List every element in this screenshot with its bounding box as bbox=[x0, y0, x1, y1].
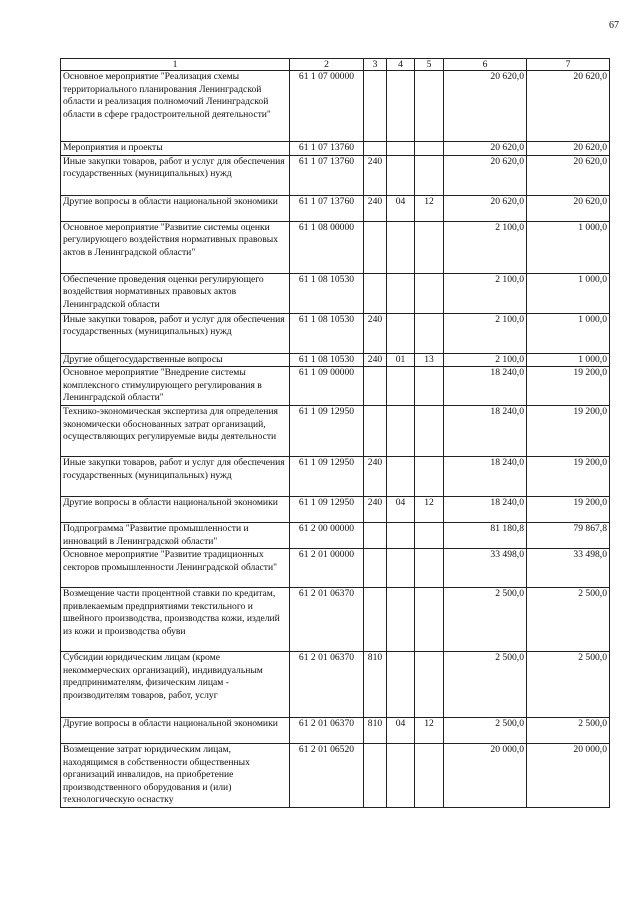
table-row bbox=[61, 313, 610, 353]
row-amount-1: 18 240,0 bbox=[444, 497, 527, 523]
row-section: 04 bbox=[387, 718, 415, 744]
table-row bbox=[61, 497, 610, 523]
row-amount-1: 33 498,0 bbox=[444, 549, 527, 588]
row-section bbox=[387, 313, 415, 353]
row-amount-2: 19 200,0 bbox=[527, 497, 610, 523]
row-name: Другие вопросы в области национальной экономики bbox=[61, 718, 290, 744]
row-amount-1: 2 500,0 bbox=[444, 588, 527, 652]
page-number: 67 bbox=[609, 20, 619, 31]
table-row bbox=[61, 273, 610, 313]
table-header-row bbox=[61, 59, 610, 71]
row-target-code: 61 1 07 00000 bbox=[290, 71, 364, 142]
row-subsection: 12 bbox=[415, 195, 444, 221]
row-expense-type: 240 bbox=[364, 353, 387, 367]
row-expense-type: 240 bbox=[364, 497, 387, 523]
row-amount-2: 20 620,0 bbox=[527, 71, 610, 142]
row-expense-type bbox=[364, 142, 387, 156]
row-subsection bbox=[415, 155, 444, 195]
row-target-code: 61 1 07 13760 bbox=[290, 195, 364, 221]
row-amount-2: 2 500,0 bbox=[527, 718, 610, 744]
table-row bbox=[61, 457, 610, 497]
row-amount-2: 20 620,0 bbox=[527, 195, 610, 221]
row-name: Другие общегосударственные вопросы bbox=[61, 353, 290, 367]
table-row bbox=[61, 155, 610, 195]
row-target-code: 61 1 07 13760 bbox=[290, 142, 364, 156]
row-name: Технико-экономическая экспертиза для определения экономически обоснованных затрат организаций, осуществляющих регулируемые виды деятельности bbox=[61, 406, 290, 457]
row-target-code: 61 1 08 10530 bbox=[290, 353, 364, 367]
row-amount-1: 20 620,0 bbox=[444, 71, 527, 142]
row-section bbox=[387, 549, 415, 588]
row-subsection bbox=[415, 313, 444, 353]
row-target-code: 61 1 09 12950 bbox=[290, 497, 364, 523]
row-name: Иные закупки товаров, работ и услуг для обеспечения государственных (муниципальных) нужд bbox=[61, 313, 290, 353]
row-subsection bbox=[415, 652, 444, 718]
row-section bbox=[387, 406, 415, 457]
row-expense-type: 240 bbox=[364, 155, 387, 195]
row-amount-2: 1 000,0 bbox=[527, 353, 610, 367]
header-col-2: 2 bbox=[290, 59, 364, 71]
header-col-6: 6 bbox=[444, 59, 527, 71]
row-name: Обеспечение проведения оценки регулирующего воздействия нормативных правовых актов Ленинградской области bbox=[61, 273, 290, 313]
table-row bbox=[61, 549, 610, 588]
row-amount-1: 2 100,0 bbox=[444, 313, 527, 353]
row-amount-1: 2 500,0 bbox=[444, 652, 527, 718]
row-amount-1: 20 620,0 bbox=[444, 155, 527, 195]
row-target-code: 61 1 08 10530 bbox=[290, 313, 364, 353]
row-name: Мероприятия и проекты bbox=[61, 142, 290, 156]
row-subsection bbox=[415, 549, 444, 588]
row-target-code: 61 1 07 13760 bbox=[290, 155, 364, 195]
row-expense-type bbox=[364, 549, 387, 588]
row-target-code: 61 2 00 00000 bbox=[290, 523, 364, 549]
row-expense-type: 240 bbox=[364, 195, 387, 221]
table-row bbox=[61, 367, 610, 406]
row-section bbox=[387, 588, 415, 652]
row-subsection bbox=[415, 273, 444, 313]
table-row bbox=[61, 353, 610, 367]
row-name: Другие вопросы в области национальной экономики bbox=[61, 195, 290, 221]
row-amount-2: 1 000,0 bbox=[527, 273, 610, 313]
row-expense-type bbox=[364, 71, 387, 142]
row-section bbox=[387, 71, 415, 142]
row-subsection bbox=[415, 71, 444, 142]
row-target-code: 61 1 09 00000 bbox=[290, 367, 364, 406]
header-col-5: 5 bbox=[415, 59, 444, 71]
row-amount-1: 2 100,0 bbox=[444, 353, 527, 367]
row-section bbox=[387, 273, 415, 313]
row-section bbox=[387, 652, 415, 718]
row-expense-type: 240 bbox=[364, 457, 387, 497]
row-name: Иные закупки товаров, работ и услуг для обеспечения государственных (муниципальных) нужд bbox=[61, 155, 290, 195]
row-name: Основное мероприятие "Внедрение системы комплексного стимулирующего регулирования в Ленинградской области" bbox=[61, 367, 290, 406]
row-subsection bbox=[415, 406, 444, 457]
row-target-code: 61 2 01 06520 bbox=[290, 744, 364, 808]
row-target-code: 61 2 01 06370 bbox=[290, 588, 364, 652]
row-amount-2: 2 500,0 bbox=[527, 588, 610, 652]
row-name: Другие вопросы в области национальной экономики bbox=[61, 497, 290, 523]
header-col-1: 1 bbox=[61, 59, 290, 71]
row-section: 04 bbox=[387, 195, 415, 221]
row-amount-2: 2 500,0 bbox=[527, 652, 610, 718]
row-amount-1: 20 620,0 bbox=[444, 195, 527, 221]
row-amount-1: 2 500,0 bbox=[444, 718, 527, 744]
row-amount-2: 20 620,0 bbox=[527, 142, 610, 156]
row-subsection: 12 bbox=[415, 718, 444, 744]
row-expense-type: 810 bbox=[364, 718, 387, 744]
row-expense-type bbox=[364, 588, 387, 652]
row-amount-1: 20 000,0 bbox=[444, 744, 527, 808]
row-section bbox=[387, 744, 415, 808]
table-row bbox=[61, 744, 610, 808]
row-amount-2: 19 200,0 bbox=[527, 457, 610, 497]
row-expense-type bbox=[364, 744, 387, 808]
table-row bbox=[61, 652, 610, 718]
row-amount-1: 18 240,0 bbox=[444, 367, 527, 406]
row-subsection: 13 bbox=[415, 353, 444, 367]
row-subsection bbox=[415, 588, 444, 652]
row-amount-2: 20 000,0 bbox=[527, 744, 610, 808]
row-section bbox=[387, 221, 415, 273]
row-section bbox=[387, 142, 415, 156]
table-row bbox=[61, 195, 610, 221]
row-expense-type bbox=[364, 273, 387, 313]
row-amount-2: 19 200,0 bbox=[527, 406, 610, 457]
row-name: Основное мероприятие "Развитие системы оценки регулирующего воздействия нормативных правовых актов в Ленинградской области" bbox=[61, 221, 290, 273]
row-amount-2: 33 498,0 bbox=[527, 549, 610, 588]
header-col-3: 3 bbox=[364, 59, 387, 71]
header-col-4: 4 bbox=[387, 59, 415, 71]
row-amount-1: 2 100,0 bbox=[444, 221, 527, 273]
row-amount-2: 1 000,0 bbox=[527, 313, 610, 353]
row-subsection bbox=[415, 523, 444, 549]
row-subsection bbox=[415, 142, 444, 156]
row-amount-2: 79 867,8 bbox=[527, 523, 610, 549]
row-target-code: 61 2 01 00000 bbox=[290, 549, 364, 588]
row-section bbox=[387, 367, 415, 406]
table-row bbox=[61, 588, 610, 652]
row-expense-type bbox=[364, 367, 387, 406]
row-amount-2: 19 200,0 bbox=[527, 367, 610, 406]
row-target-code: 61 1 08 00000 bbox=[290, 221, 364, 273]
row-expense-type bbox=[364, 221, 387, 273]
row-section bbox=[387, 155, 415, 195]
table-row bbox=[61, 142, 610, 156]
table-row bbox=[61, 718, 610, 744]
row-target-code: 61 2 01 06370 bbox=[290, 652, 364, 718]
budget-table bbox=[60, 58, 610, 808]
table-row bbox=[61, 523, 610, 549]
row-name: Подпрограмма "Развитие промышленности и инноваций в Ленинградской области" bbox=[61, 523, 290, 549]
row-amount-1: 20 620,0 bbox=[444, 142, 527, 156]
row-subsection: 12 bbox=[415, 497, 444, 523]
row-name: Основное мероприятие "Реализация схемы территориального планирования Ленинградской области и реализация полномочий Ленинградской области в сфере градостроительной деятельности" bbox=[61, 71, 290, 142]
table-row bbox=[61, 406, 610, 457]
row-amount-2: 1 000,0 bbox=[527, 221, 610, 273]
row-subsection bbox=[415, 367, 444, 406]
row-expense-type bbox=[364, 523, 387, 549]
row-name: Иные закупки товаров, работ и услуг для обеспечения государственных (муниципальных) нужд bbox=[61, 457, 290, 497]
row-expense-type bbox=[364, 406, 387, 457]
table-row bbox=[61, 221, 610, 273]
row-section: 04 bbox=[387, 497, 415, 523]
row-subsection bbox=[415, 744, 444, 808]
row-name: Возмещение части процентной ставки по кредитам, привлекаемым предприятиями текстильного и швейного производства, производства кожи, изделий из кожи и производства обуви bbox=[61, 588, 290, 652]
row-amount-1: 2 100,0 bbox=[444, 273, 527, 313]
row-section bbox=[387, 523, 415, 549]
row-amount-2: 20 620,0 bbox=[527, 155, 610, 195]
row-subsection bbox=[415, 221, 444, 273]
row-target-code: 61 2 01 06370 bbox=[290, 718, 364, 744]
row-target-code: 61 1 08 10530 bbox=[290, 273, 364, 313]
row-amount-1: 18 240,0 bbox=[444, 457, 527, 497]
table-row bbox=[61, 71, 610, 142]
row-section bbox=[387, 457, 415, 497]
row-expense-type: 810 bbox=[364, 652, 387, 718]
row-expense-type: 240 bbox=[364, 313, 387, 353]
header-col-7: 7 bbox=[527, 59, 610, 71]
row-subsection bbox=[415, 457, 444, 497]
row-section: 01 bbox=[387, 353, 415, 367]
row-amount-1: 81 180,8 bbox=[444, 523, 527, 549]
row-target-code: 61 1 09 12950 bbox=[290, 406, 364, 457]
row-target-code: 61 1 09 12950 bbox=[290, 457, 364, 497]
row-name: Субсидии юридическим лицам (кроме некоммерческих организаций), индивидуальным предпринимателям, физическим лицам - производителям товаров, работ, услуг bbox=[61, 652, 290, 718]
row-amount-1: 18 240,0 bbox=[444, 406, 527, 457]
row-name: Возмещение затрат юридическим лицам, находящимся в собственности общественных организаций инвалидов, на приобретение производственного оборудования и (или) технологическую оснастку bbox=[61, 744, 290, 808]
row-name: Основное мероприятие "Развитие традиционных секторов промышленности Ленинградской области" bbox=[61, 549, 290, 588]
